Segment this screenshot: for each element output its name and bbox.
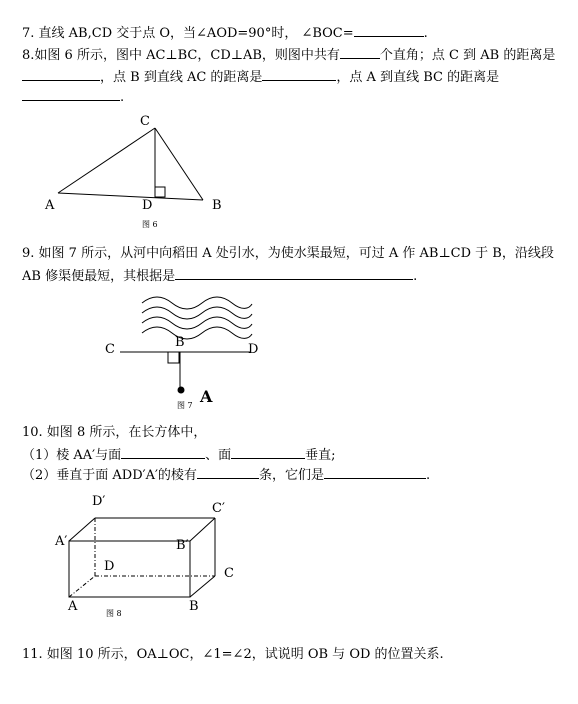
q7-end: .	[423, 26, 428, 41]
fig7-label-b: B	[175, 335, 185, 350]
q9-reason-blank[interactable]	[175, 267, 413, 280]
q8-line2-a: ，点 B 到直线 AC 的距离是	[100, 70, 263, 85]
q8-c-to-ab-blank[interactable]	[22, 68, 100, 81]
q10-p2-a: （2）垂直于面 ADD′A′的棱有	[22, 468, 197, 483]
q8-line3-end: .	[120, 90, 125, 105]
question-8-line-3	[22, 88, 124, 106]
fig8-label-b-prime: B′	[176, 538, 189, 553]
question-7	[22, 24, 428, 42]
q10-edges-list-blank[interactable]	[324, 466, 426, 479]
q10-p1-c: 垂直;	[305, 448, 336, 463]
q10-face-1-blank[interactable]	[121, 446, 205, 459]
question-10-part-2	[22, 466, 430, 484]
q8-line1-b: 个直角；点 C 到 AB 的距离是	[379, 48, 556, 63]
q11-text: 11. 如图 10 所示，OA⊥OC，∠1=∠2，试说明 OB 与 OD 的位置关系.	[22, 647, 444, 662]
fig6-label-d: D	[142, 198, 153, 213]
fig8-front-face	[69, 541, 190, 597]
fig8-label-b: B	[189, 599, 199, 614]
fig6-label-c: C	[140, 114, 150, 129]
fig8-label-c: C	[224, 566, 234, 581]
q10-face-2-blank[interactable]	[231, 446, 305, 459]
fig6-label-a: A	[45, 198, 55, 213]
fig6-segment-ab	[58, 193, 203, 200]
q10-p1-a: （1）棱 AA′与面	[22, 448, 122, 463]
fig6-caption: 图 6	[142, 220, 158, 229]
fig6-label-b: B	[212, 198, 222, 213]
question-8-line-2	[22, 68, 499, 86]
q9-line2: AB 修渠便最短，其根据是	[22, 269, 176, 284]
q10-p2-c: .	[425, 468, 431, 483]
fig8-label-c-prime: C′	[212, 501, 225, 516]
fig8-hidden-edges	[69, 518, 215, 597]
q10-p1-b: 、面	[205, 448, 232, 463]
q8-b-to-ac-blank[interactable]	[262, 68, 336, 81]
fig6-segment-cb	[155, 128, 203, 200]
fig6-segment-ac	[58, 128, 155, 193]
fig8-label-d: D	[104, 559, 115, 574]
q8-line1-a: 8.如图 6 所示，图中 AC⊥BC，CD⊥AB，则图中共有	[22, 48, 340, 63]
fig6-right-angle-mark	[155, 187, 165, 197]
fig8-label-d-prime: D′	[92, 494, 106, 509]
q9-line1: 9. 如图 7 所示，从河中向稻田 A 处引水，为使水渠最短，可过 A 作 AB⊥CD 于 B，沿线段	[22, 246, 554, 261]
question-10-part-1	[22, 446, 336, 464]
question-9-line-2	[22, 267, 417, 285]
q10-p2-b: 条，它们是	[258, 468, 324, 483]
fig7-right-angle-mark	[168, 352, 179, 363]
fig7-label-d: D	[248, 342, 259, 357]
q7-text: 7. 直线 AB,CD 交于点 O，当∠AOD=90°时， ∠BOC=	[22, 26, 354, 41]
question-11	[22, 647, 444, 663]
fig7-caption: 图 7	[177, 401, 193, 410]
fig8-caption: 图 8	[106, 609, 122, 618]
q7-answer-blank[interactable]	[354, 24, 424, 37]
fig8-label-a: A	[68, 599, 78, 614]
fig8-label-a-prime: A′	[55, 534, 68, 549]
q10-title: 10. 如图 8 所示，在长方体中，	[22, 425, 207, 440]
fig7-label-a: A	[200, 387, 213, 406]
fig7-river-waves	[120, 297, 252, 390]
question-9-line-1	[22, 246, 554, 262]
question-10-title	[22, 425, 206, 441]
q8-a-to-bc-blank[interactable]	[22, 88, 120, 101]
fig7-point-a	[178, 387, 185, 394]
question-8-line-1	[22, 46, 555, 64]
q9-end: .	[413, 269, 418, 284]
q8-line2-b: ，点 A 到直线 BC 的距离是	[336, 70, 500, 85]
q8-right-angle-count-blank[interactable]	[340, 46, 380, 59]
fig7-label-c: C	[105, 342, 115, 357]
q10-edge-count-blank[interactable]	[197, 466, 259, 479]
